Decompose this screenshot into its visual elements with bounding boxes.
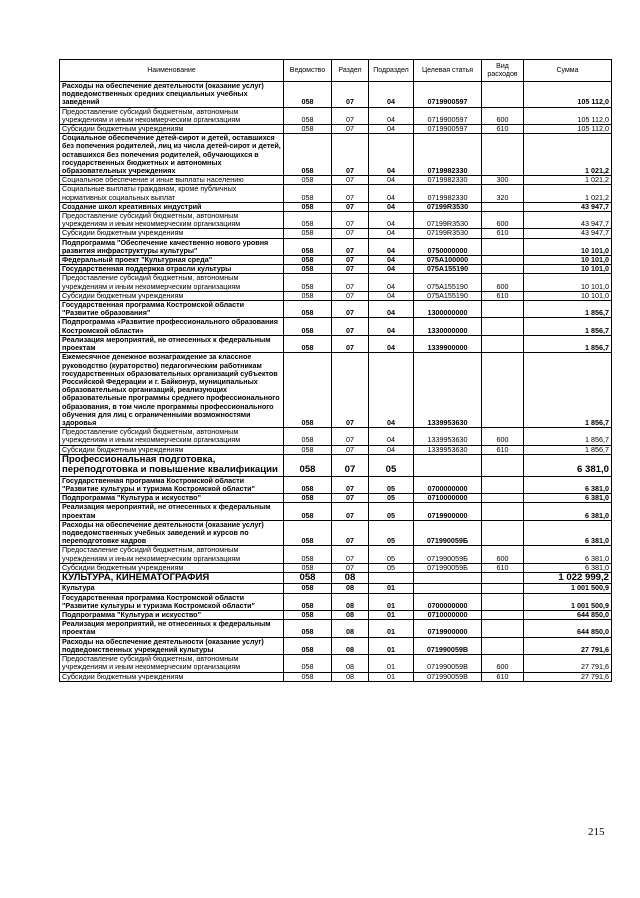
cell-target: 0719982330 bbox=[414, 134, 482, 176]
cell-type bbox=[482, 620, 524, 637]
cell-section: 07 bbox=[332, 202, 369, 211]
cell-sum: 1 856,7 bbox=[524, 318, 612, 335]
cell-name: Реализация мероприятий, не отнесенных к федеральным проектам bbox=[60, 620, 284, 637]
cell-sum: 105 112,0 bbox=[524, 125, 612, 134]
cell-subsection: 04 bbox=[369, 134, 414, 176]
cell-sum: 6 381,0 bbox=[524, 503, 612, 520]
cell-section: 07 bbox=[332, 335, 369, 352]
table-row bbox=[60, 572, 612, 584]
cell-dept: 058 bbox=[284, 503, 332, 520]
cell-section: 07 bbox=[332, 134, 369, 176]
table-row bbox=[60, 620, 612, 637]
cell-subsection: 04 bbox=[369, 301, 414, 318]
cell-dept: 058 bbox=[284, 202, 332, 211]
header-section: Раздел bbox=[332, 60, 369, 82]
cell-target: 0719900597 bbox=[414, 125, 482, 134]
cell-sum: 10 101,0 bbox=[524, 291, 612, 300]
table-row bbox=[60, 185, 612, 202]
table-row bbox=[60, 82, 612, 108]
cell-section: 08 bbox=[332, 572, 369, 584]
cell-target: 1330000000 bbox=[414, 318, 482, 335]
cell-subsection: 04 bbox=[369, 291, 414, 300]
cell-name: Предоставление субсидий бюджетным, автономным учреждениям и иным некоммерческим организациям bbox=[60, 428, 284, 445]
cell-type bbox=[482, 637, 524, 654]
cell-subsection: 01 bbox=[369, 672, 414, 681]
cell-name: Расходы на обеспечение деятельности (оказание услуг) подведомственных учебных заведений и курсов по переподготовке кадров bbox=[60, 520, 284, 546]
cell-type bbox=[482, 353, 524, 428]
cell-target: 0710000000 bbox=[414, 494, 482, 503]
cell-name: Субсидии бюджетным учреждениям bbox=[60, 563, 284, 572]
cell-target: 07199R3530 bbox=[414, 229, 482, 238]
table-row bbox=[60, 584, 612, 593]
cell-name: Подпрограмма "Культура и искусство" bbox=[60, 494, 284, 503]
cell-target bbox=[414, 454, 482, 476]
cell-section: 07 bbox=[332, 353, 369, 428]
cell-name: Реализация мероприятий, не отнесенных к федеральным проектам bbox=[60, 335, 284, 352]
cell-sum: 43 947,7 bbox=[524, 202, 612, 211]
cell-section: 07 bbox=[332, 238, 369, 255]
cell-sum: 6 381,0 bbox=[524, 476, 612, 493]
cell-type bbox=[482, 256, 524, 265]
cell-subsection: 01 bbox=[369, 620, 414, 637]
cell-name: Предоставление субсидий бюджетным, автономным учреждениям и иным некоммерческим организациям bbox=[60, 655, 284, 672]
cell-target: 1339900000 bbox=[414, 335, 482, 352]
header-dept: Ведомство bbox=[284, 60, 332, 82]
cell-type: 600 bbox=[482, 274, 524, 291]
cell-section: 07 bbox=[332, 546, 369, 563]
cell-target: 075A155190 bbox=[414, 291, 482, 300]
cell-dept: 058 bbox=[284, 611, 332, 620]
table-header-row bbox=[60, 60, 612, 82]
cell-type: 600 bbox=[482, 107, 524, 124]
cell-subsection: 04 bbox=[369, 335, 414, 352]
cell-type: 300 bbox=[482, 176, 524, 185]
table-row bbox=[60, 445, 612, 454]
table-row bbox=[60, 202, 612, 211]
cell-dept: 058 bbox=[284, 572, 332, 584]
cell-name: Предоставление субсидий бюджетным, автономным учреждениям и иным некоммерческим организациям bbox=[60, 212, 284, 229]
cell-sum: 644 850,0 bbox=[524, 611, 612, 620]
cell-target: 0719900597 bbox=[414, 107, 482, 124]
cell-name: Социальные выплаты гражданам, кроме публичных нормативных социальных выплат bbox=[60, 185, 284, 202]
table-row bbox=[60, 546, 612, 563]
cell-name: Ежемесячное денежное вознаграждение за классное руководство (кураторство) педагогическим работникам государственных образовательных организаций субъектов Российской Федерации и г. Байконур, муниципальных образовательных организаций, реализующих образовательные программы среднего профессионального образования, в том числе программы профессионального обучения для лиц с ограниченными возможностями здоровья bbox=[60, 353, 284, 428]
cell-dept: 058 bbox=[284, 520, 332, 546]
table-row bbox=[60, 301, 612, 318]
cell-type bbox=[482, 202, 524, 211]
cell-section: 08 bbox=[332, 637, 369, 654]
cell-subsection: 04 bbox=[369, 125, 414, 134]
budget-table bbox=[59, 59, 612, 682]
cell-subsection: 04 bbox=[369, 176, 414, 185]
cell-section: 07 bbox=[332, 301, 369, 318]
cell-sum: 1 001 500,9 bbox=[524, 584, 612, 593]
header-target: Целевая статья bbox=[414, 60, 482, 82]
cell-sum: 1 856,7 bbox=[524, 445, 612, 454]
cell-target: 0719900000 bbox=[414, 503, 482, 520]
cell-section: 07 bbox=[332, 256, 369, 265]
cell-subsection: 05 bbox=[369, 563, 414, 572]
table-row bbox=[60, 428, 612, 445]
cell-section: 08 bbox=[332, 620, 369, 637]
cell-subsection: 04 bbox=[369, 256, 414, 265]
cell-target: 1339953630 bbox=[414, 445, 482, 454]
cell-dept: 058 bbox=[284, 672, 332, 681]
table-row bbox=[60, 125, 612, 134]
cell-dept: 058 bbox=[284, 125, 332, 134]
cell-sum: 1 021,2 bbox=[524, 134, 612, 176]
cell-dept: 058 bbox=[284, 476, 332, 493]
cell-type bbox=[482, 593, 524, 610]
cell-dept: 058 bbox=[284, 563, 332, 572]
cell-name: Федеральный проект "Культурная среда" bbox=[60, 256, 284, 265]
cell-sum: 1 022 999,2 bbox=[524, 572, 612, 584]
cell-sum: 27 791,6 bbox=[524, 672, 612, 681]
cell-name: Социальное обеспечение и иные выплаты населению bbox=[60, 176, 284, 185]
cell-sum: 43 947,7 bbox=[524, 229, 612, 238]
cell-sum: 10 101,0 bbox=[524, 274, 612, 291]
cell-type: 610 bbox=[482, 125, 524, 134]
cell-sum: 6 381,0 bbox=[524, 546, 612, 563]
cell-target: 0719900597 bbox=[414, 82, 482, 108]
cell-type bbox=[482, 520, 524, 546]
cell-dept: 058 bbox=[284, 318, 332, 335]
cell-dept: 058 bbox=[284, 655, 332, 672]
table-row bbox=[60, 291, 612, 300]
cell-subsection: 05 bbox=[369, 494, 414, 503]
header-subsection: Подраздел bbox=[369, 60, 414, 82]
cell-subsection: 04 bbox=[369, 318, 414, 335]
cell-dept: 058 bbox=[284, 229, 332, 238]
cell-section: 07 bbox=[332, 428, 369, 445]
table-row bbox=[60, 265, 612, 274]
cell-type bbox=[482, 494, 524, 503]
cell-target: 0750000000 bbox=[414, 238, 482, 255]
cell-section: 08 bbox=[332, 593, 369, 610]
table-row bbox=[60, 454, 612, 476]
cell-section: 08 bbox=[332, 611, 369, 620]
table-row bbox=[60, 238, 612, 255]
cell-target: 0719982330 bbox=[414, 176, 482, 185]
table-row bbox=[60, 593, 612, 610]
cell-sum: 1 856,7 bbox=[524, 353, 612, 428]
header-type: Вид расходов bbox=[482, 60, 524, 82]
cell-type bbox=[482, 82, 524, 108]
cell-section: 07 bbox=[332, 503, 369, 520]
table-row bbox=[60, 611, 612, 620]
cell-sum: 6 381,0 bbox=[524, 520, 612, 546]
cell-name: Подпрограмма "Культура и искусство" bbox=[60, 611, 284, 620]
cell-subsection: 01 bbox=[369, 593, 414, 610]
cell-sum: 1 021,2 bbox=[524, 176, 612, 185]
cell-sum: 105 112,0 bbox=[524, 107, 612, 124]
cell-name: Субсидии бюджетным учреждениям bbox=[60, 291, 284, 300]
cell-type bbox=[482, 476, 524, 493]
cell-dept: 058 bbox=[284, 274, 332, 291]
cell-section: 07 bbox=[332, 291, 369, 300]
cell-type bbox=[482, 134, 524, 176]
cell-type: 600 bbox=[482, 428, 524, 445]
table-row bbox=[60, 212, 612, 229]
cell-subsection: 01 bbox=[369, 637, 414, 654]
header-sum: Сумма bbox=[524, 60, 612, 82]
cell-subsection: 04 bbox=[369, 185, 414, 202]
table-row bbox=[60, 563, 612, 572]
cell-dept: 058 bbox=[284, 212, 332, 229]
cell-name: Субсидии бюджетным учреждениям bbox=[60, 445, 284, 454]
cell-type bbox=[482, 572, 524, 584]
cell-dept: 058 bbox=[284, 335, 332, 352]
cell-dept: 058 bbox=[284, 445, 332, 454]
cell-type bbox=[482, 238, 524, 255]
cell-name: Субсидии бюджетным учреждениям bbox=[60, 672, 284, 681]
cell-section: 07 bbox=[332, 445, 369, 454]
cell-sum: 105 112,0 bbox=[524, 82, 612, 108]
cell-name: Субсидии бюджетным учреждениям bbox=[60, 229, 284, 238]
cell-subsection: 01 bbox=[369, 655, 414, 672]
cell-type bbox=[482, 454, 524, 476]
cell-subsection: 04 bbox=[369, 238, 414, 255]
cell-target: 075A155190 bbox=[414, 274, 482, 291]
cell-subsection: 05 bbox=[369, 546, 414, 563]
cell-subsection: 05 bbox=[369, 476, 414, 493]
table-row bbox=[60, 274, 612, 291]
cell-subsection: 04 bbox=[369, 274, 414, 291]
table-row bbox=[60, 353, 612, 428]
table-row bbox=[60, 655, 612, 672]
table-row bbox=[60, 503, 612, 520]
table-row bbox=[60, 176, 612, 185]
cell-subsection: 04 bbox=[369, 202, 414, 211]
cell-dept: 058 bbox=[284, 620, 332, 637]
cell-type bbox=[482, 335, 524, 352]
cell-type bbox=[482, 503, 524, 520]
cell-name: Государственная программа Костромской области "Развитие культуры и туризма Костромской области" bbox=[60, 476, 284, 493]
cell-type: 320 bbox=[482, 185, 524, 202]
cell-type: 600 bbox=[482, 655, 524, 672]
table-row bbox=[60, 520, 612, 546]
cell-subsection bbox=[369, 572, 414, 584]
cell-dept: 058 bbox=[284, 546, 332, 563]
cell-target: 0719982330 bbox=[414, 185, 482, 202]
cell-section: 07 bbox=[332, 454, 369, 476]
cell-sum: 10 101,0 bbox=[524, 265, 612, 274]
cell-name: Расходы на обеспечение деятельности (оказание услуг) подведомственных учреждений культуры bbox=[60, 637, 284, 654]
cell-type: 610 bbox=[482, 229, 524, 238]
cell-section: 07 bbox=[332, 476, 369, 493]
cell-dept: 058 bbox=[284, 584, 332, 593]
table-row bbox=[60, 134, 612, 176]
cell-type: 610 bbox=[482, 445, 524, 454]
cell-dept: 058 bbox=[284, 265, 332, 274]
cell-name: Расходы на обеспечение деятельности (оказание услуг) подведомственных средних специальных учебных заведений bbox=[60, 82, 284, 108]
cell-target: 075A155190 bbox=[414, 265, 482, 274]
cell-type bbox=[482, 611, 524, 620]
cell-sum: 6 381,0 bbox=[524, 454, 612, 476]
cell-dept: 058 bbox=[284, 353, 332, 428]
cell-name: Предоставление субсидий бюджетным, автономным учреждениям и иным некоммерческим организациям bbox=[60, 274, 284, 291]
cell-section: 07 bbox=[332, 265, 369, 274]
table-row bbox=[60, 335, 612, 352]
cell-section: 07 bbox=[332, 185, 369, 202]
cell-name: Государственная поддержка отрасли культуры bbox=[60, 265, 284, 274]
cell-section: 07 bbox=[332, 125, 369, 134]
cell-target: 0719900000 bbox=[414, 620, 482, 637]
cell-target bbox=[414, 572, 482, 584]
cell-type: 610 bbox=[482, 672, 524, 681]
cell-name: Создание школ креативных индустрий bbox=[60, 202, 284, 211]
cell-section: 08 bbox=[332, 655, 369, 672]
cell-dept: 058 bbox=[284, 82, 332, 108]
cell-dept: 058 bbox=[284, 593, 332, 610]
cell-subsection: 04 bbox=[369, 82, 414, 108]
cell-sum: 27 791,6 bbox=[524, 655, 612, 672]
cell-target: 071990059Б bbox=[414, 520, 482, 546]
cell-target: 1339953630 bbox=[414, 353, 482, 428]
cell-target: 0710000000 bbox=[414, 611, 482, 620]
table-row bbox=[60, 256, 612, 265]
cell-subsection: 04 bbox=[369, 107, 414, 124]
cell-subsection: 01 bbox=[369, 584, 414, 593]
cell-section: 07 bbox=[332, 520, 369, 546]
cell-name: Предоставление субсидий бюджетным, автономным учреждениям и иным некоммерческим организациям bbox=[60, 107, 284, 124]
table-body bbox=[60, 82, 612, 682]
cell-sum: 6 381,0 bbox=[524, 563, 612, 572]
cell-target: 1339953630 bbox=[414, 428, 482, 445]
cell-sum: 43 947,7 bbox=[524, 212, 612, 229]
cell-target: 071990059Б bbox=[414, 563, 482, 572]
cell-section: 07 bbox=[332, 229, 369, 238]
cell-name: Субсидии бюджетным учреждениям bbox=[60, 125, 284, 134]
cell-target: 1300000000 bbox=[414, 301, 482, 318]
page-number: 215 bbox=[588, 826, 605, 838]
cell-dept: 058 bbox=[284, 637, 332, 654]
cell-subsection: 05 bbox=[369, 503, 414, 520]
cell-type bbox=[482, 265, 524, 274]
cell-dept: 058 bbox=[284, 256, 332, 265]
cell-target: 071990059В bbox=[414, 637, 482, 654]
cell-subsection: 04 bbox=[369, 265, 414, 274]
cell-name: Государственная программа Костромской области "Развитие образования" bbox=[60, 301, 284, 318]
cell-sum: 1 001 500,9 bbox=[524, 593, 612, 610]
cell-section: 07 bbox=[332, 212, 369, 229]
cell-sum: 644 850,0 bbox=[524, 620, 612, 637]
cell-type: 600 bbox=[482, 546, 524, 563]
table-row bbox=[60, 476, 612, 493]
cell-name: Государственная программа Костромской области "Развитие культуры и туризма Костромской области" bbox=[60, 593, 284, 610]
cell-section: 07 bbox=[332, 494, 369, 503]
table-row bbox=[60, 672, 612, 681]
table-row bbox=[60, 637, 612, 654]
cell-section: 07 bbox=[332, 176, 369, 185]
cell-section: 07 bbox=[332, 82, 369, 108]
header-name: Наименование bbox=[60, 60, 284, 82]
cell-target bbox=[414, 584, 482, 593]
cell-dept: 058 bbox=[284, 454, 332, 476]
cell-dept: 058 bbox=[284, 428, 332, 445]
cell-subsection: 04 bbox=[369, 353, 414, 428]
cell-subsection: 04 bbox=[369, 445, 414, 454]
cell-target: 07199R3530 bbox=[414, 202, 482, 211]
cell-name: Социальное обеспечение детей-сирот и детей, оставшихся без попечения родителей, лиц из числа детей-сирот и детей, оставшихся без попечения родителей, обучающихся в государственных бюджетных и автономных образовательных учреждениях bbox=[60, 134, 284, 176]
cell-sum: 27 791,6 bbox=[524, 637, 612, 654]
cell-subsection: 04 bbox=[369, 428, 414, 445]
cell-name: Предоставление субсидий бюджетным, автономным учреждениям и иным некоммерческим организациям bbox=[60, 546, 284, 563]
cell-name: КУЛЬТУРА, КИНЕМАТОГРАФИЯ bbox=[60, 572, 284, 584]
cell-sum: 1 856,7 bbox=[524, 428, 612, 445]
cell-type bbox=[482, 301, 524, 318]
cell-section: 08 bbox=[332, 584, 369, 593]
cell-dept: 058 bbox=[284, 107, 332, 124]
cell-sum: 1 856,7 bbox=[524, 301, 612, 318]
cell-section: 07 bbox=[332, 563, 369, 572]
cell-name: Реализация мероприятий, не отнесенных к федеральным проектам bbox=[60, 503, 284, 520]
cell-sum: 1 856,7 bbox=[524, 335, 612, 352]
cell-target: 0700000000 bbox=[414, 476, 482, 493]
cell-name: Профессиональная подготовка, переподготовка и повышение квалификации bbox=[60, 454, 284, 476]
cell-sum: 10 101,0 bbox=[524, 256, 612, 265]
cell-type bbox=[482, 318, 524, 335]
cell-target: 0700000000 bbox=[414, 593, 482, 610]
cell-dept: 058 bbox=[284, 494, 332, 503]
cell-target: 075A100000 bbox=[414, 256, 482, 265]
cell-section: 07 bbox=[332, 274, 369, 291]
cell-name: Культура bbox=[60, 584, 284, 593]
cell-dept: 058 bbox=[284, 301, 332, 318]
cell-section: 08 bbox=[332, 672, 369, 681]
cell-dept: 058 bbox=[284, 134, 332, 176]
cell-dept: 058 bbox=[284, 238, 332, 255]
cell-dept: 058 bbox=[284, 185, 332, 202]
cell-type bbox=[482, 584, 524, 593]
cell-type: 600 bbox=[482, 212, 524, 229]
table-row bbox=[60, 318, 612, 335]
table-row bbox=[60, 229, 612, 238]
table-row bbox=[60, 494, 612, 503]
cell-target: 071990059Б bbox=[414, 546, 482, 563]
cell-type: 610 bbox=[482, 291, 524, 300]
cell-name: Подпрограмма «Развитие профессионального образования Костромской области» bbox=[60, 318, 284, 335]
cell-subsection: 04 bbox=[369, 229, 414, 238]
cell-target: 071990059В bbox=[414, 672, 482, 681]
cell-name: Подпрограмма "Обеспечение качественно нового уровня развития инфраструктуры культуры" bbox=[60, 238, 284, 255]
cell-type: 610 bbox=[482, 563, 524, 572]
cell-dept: 058 bbox=[284, 291, 332, 300]
cell-target: 07199R3530 bbox=[414, 212, 482, 229]
cell-subsection: 05 bbox=[369, 520, 414, 546]
cell-dept: 058 bbox=[284, 176, 332, 185]
cell-target: 071990059В bbox=[414, 655, 482, 672]
cell-section: 07 bbox=[332, 107, 369, 124]
cell-subsection: 04 bbox=[369, 212, 414, 229]
cell-sum: 1 021,2 bbox=[524, 185, 612, 202]
cell-sum: 10 101,0 bbox=[524, 238, 612, 255]
table-row bbox=[60, 107, 612, 124]
cell-subsection: 05 bbox=[369, 454, 414, 476]
cell-section: 07 bbox=[332, 318, 369, 335]
cell-sum: 6 381,0 bbox=[524, 494, 612, 503]
cell-subsection: 01 bbox=[369, 611, 414, 620]
